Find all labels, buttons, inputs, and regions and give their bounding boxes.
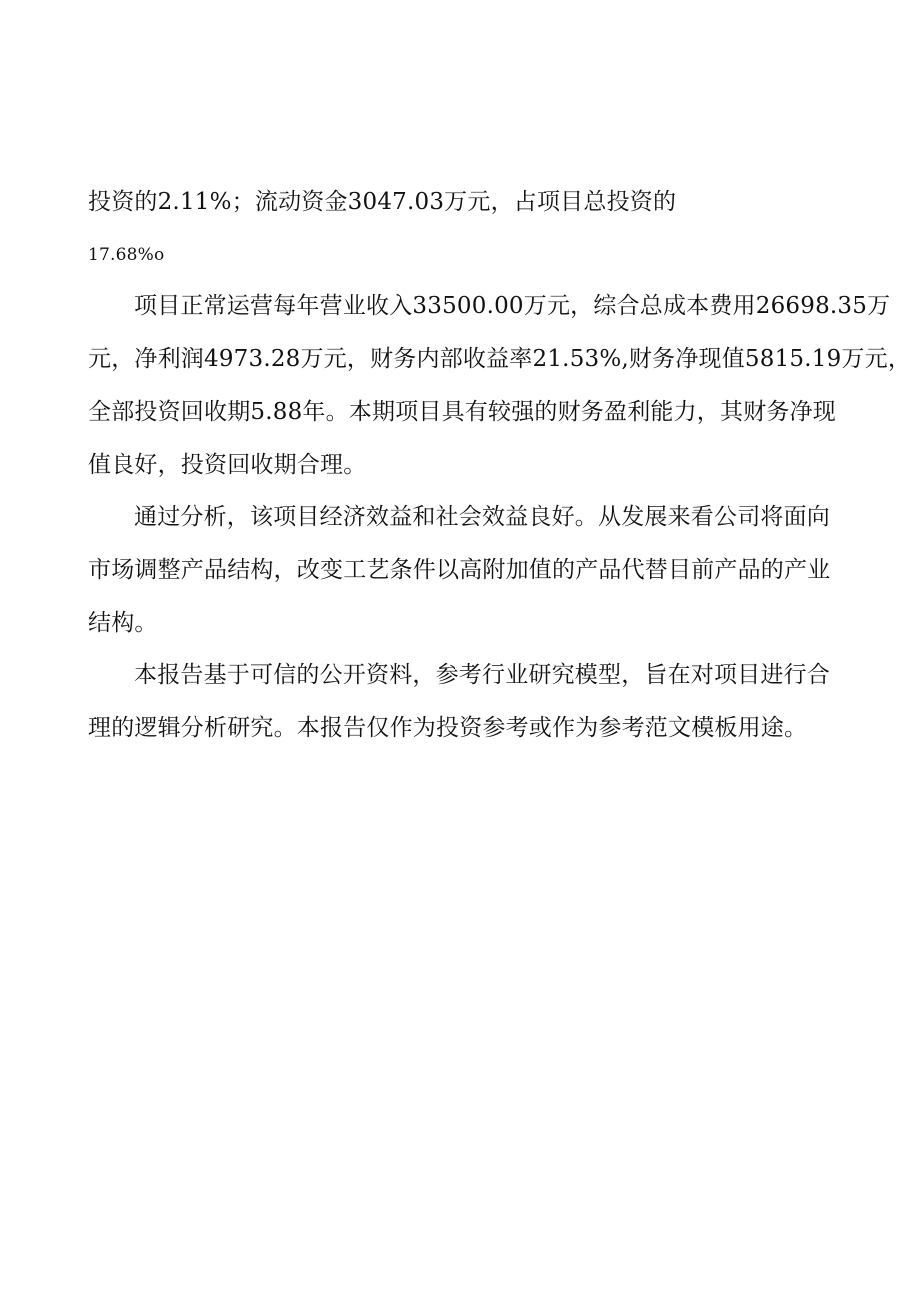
text-line: 投资的2.11%；流动资金3047.03万元，占项目总投资的 xyxy=(88,189,677,215)
text-line: 市场调整产品结构，改变工艺条件以高附加值的产品代替目前产品的产业 xyxy=(88,557,831,583)
paragraph-first-line: 项目正常运营每年营业收入33500.00万元，综合总成本费用26698.35万 xyxy=(134,293,891,319)
text-line: 全部投资回收期5.88年。本期项目具有较强的财务盈利能力，其财务净现 xyxy=(88,399,837,425)
text-line: 17.68%o xyxy=(88,245,165,265)
text-line: 元，净利润4973.28万元，财务内部收益率21.53%,财务净现值5815.19万元， xyxy=(88,346,912,372)
text-line: 结构。 xyxy=(88,610,158,636)
text-line: 值良好，投资回收期合理。 xyxy=(88,452,367,478)
paragraph-first-line: 通过分析，该项目经济效益和社会效益良好。从发展来看公司将面向 xyxy=(134,504,830,530)
paragraph-first-line: 本报告基于可信的公开资料，参考行业研究模型，旨在对项目进行合 xyxy=(134,662,830,688)
text-line: 理的逻辑分析研究。本报告仅作为投资参考或作为参考范文模板用途。 xyxy=(88,715,808,741)
